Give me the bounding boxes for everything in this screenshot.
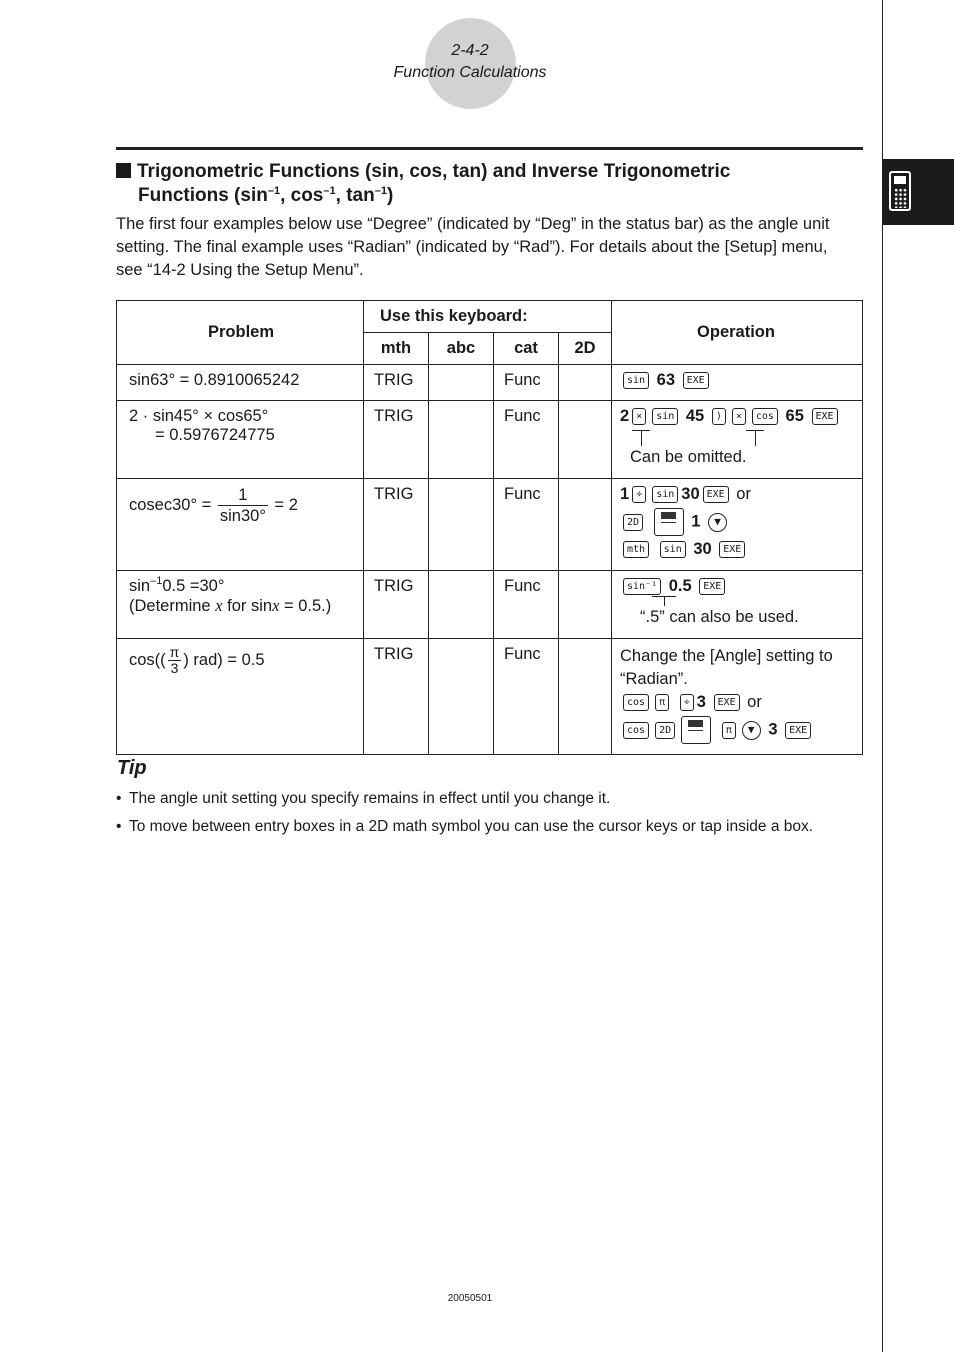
sin-key: sin (623, 372, 649, 389)
2d-key: 2D (623, 514, 643, 531)
multiply-key: × (732, 408, 746, 425)
fraction-template-key (654, 508, 684, 536)
square-bullet-icon (116, 163, 131, 178)
abc-cell (429, 571, 494, 639)
problem-cell: 2 · sin45° × cos65° = 0.5976724775 (117, 401, 364, 479)
2d-cell (559, 639, 612, 755)
fraction: $\frac{\pi}{3}$ (169, 644, 180, 676)
alt-input-note: “.5” can also be used. (640, 608, 799, 626)
mth-key: mth (623, 541, 649, 558)
mth-cell: TRIG (364, 479, 429, 571)
exe-key: EXE (683, 372, 709, 389)
header-abc: abc (429, 333, 494, 365)
abc-cell (429, 639, 494, 755)
header-operation: Operation (612, 301, 863, 365)
page-number: 2-4-2 (451, 42, 489, 59)
operation-cell: sin⁻¹ 0.5 EXE “.5” can also be used. (612, 571, 863, 639)
cat-cell: Func (494, 479, 559, 571)
table-row (117, 571, 863, 639)
fraction-template-key (681, 716, 711, 744)
mth-cell: TRIG (364, 365, 429, 401)
omit-marker (755, 430, 756, 446)
calculator-icon (889, 171, 911, 211)
cos-key: cos (623, 722, 649, 739)
problem-cell: cos(( $\frac{\pi}{3}$ ) rad) = 0.5 (117, 639, 364, 755)
arcsin-key: sin⁻¹ (623, 578, 661, 595)
exe-key: EXE (714, 694, 740, 711)
table-row (117, 479, 863, 571)
abc-cell (429, 401, 494, 479)
mth-cell: TRIG (364, 401, 429, 479)
cos-key: cos (623, 694, 649, 711)
example-table (116, 300, 863, 755)
table-row (117, 401, 863, 479)
table-row (117, 365, 863, 401)
divide-key: ÷ (680, 694, 694, 711)
exe-key: EXE (699, 578, 725, 595)
mth-cell: TRIG (364, 639, 429, 755)
sin-key: sin (660, 541, 686, 558)
close-paren-key: ) (712, 408, 726, 425)
omit-note: Can be omitted. (630, 448, 747, 466)
tip-list (116, 788, 856, 844)
cos-key: cos (752, 408, 778, 425)
sin-key: sin (652, 408, 678, 425)
operation-cell: Change the [Angle] setting to “Radian”. cos π ÷ 3 EXE or cos 2D π ▼ 3 EXE (612, 639, 863, 755)
cat-cell: Func (494, 401, 559, 479)
pi-key: π (655, 694, 669, 711)
abc-cell (429, 365, 494, 401)
omit-marker (641, 430, 642, 446)
fraction: $\frac{1}{\sin 30^\circ}$ (219, 486, 266, 525)
operation-cell: sin 63 EXE (612, 365, 863, 401)
problem-cell: cosec30° = $\frac{1}{\sin 30^\circ}$ = 2 (117, 479, 364, 571)
section-title: Trigonometric Functions (sin, cos, tan) and Inverse Trigonometric Functions ($\sin^{-1}$, $\cos^{-1}$, $\tan^{-1}$) (116, 160, 856, 208)
2d-key: 2D (655, 722, 675, 739)
chapter-tab (883, 159, 954, 225)
divide-key: ÷ (632, 486, 646, 503)
section-divider (116, 147, 863, 150)
header-problem: Problem (117, 301, 364, 365)
2d-cell (559, 401, 612, 479)
header-2d: 2D (559, 333, 612, 365)
cat-cell: Func (494, 639, 559, 755)
exe-key: EXE (719, 541, 745, 558)
operation-cell: 1 ÷ sin 30 EXE or 2D 1 ▼ mth sin 30 EXE (612, 479, 863, 571)
exe-key: EXE (703, 486, 729, 503)
header-mth: mth (364, 333, 429, 365)
2d-cell (559, 571, 612, 639)
tip-item: • To move between entry boxes in a 2D math symbol you can use the cursor keys or tap inside a box. (116, 816, 856, 837)
multiply-key: × (632, 408, 646, 425)
cat-cell: Func (494, 571, 559, 639)
chapter-title: Function Calculations (393, 64, 547, 81)
problem-cell: sin63° = 0.8910065242 (117, 365, 364, 401)
down-arrow-key: ▼ (708, 513, 727, 532)
2d-cell (559, 479, 612, 571)
abc-cell (429, 479, 494, 571)
pi-key: π (722, 722, 736, 739)
mth-cell: TRIG (364, 571, 429, 639)
table-row (117, 639, 863, 755)
operation-cell: 2 × sin 45 ) × cos 65 EXE Can be omitted. (612, 401, 863, 479)
header-keyboard: Use this keyboard: (364, 301, 612, 333)
header-cat: cat (494, 333, 559, 365)
tip-item: • The angle unit setting you specify remains in effect until you change it. (116, 788, 856, 809)
problem-cell: $\sin^{-1}0.5 =30^\circ$ (Determine x for sinx = 0.5.) (117, 571, 364, 639)
exe-key: EXE (812, 408, 838, 425)
footer-code: 20050501 (447, 1293, 493, 1304)
intro-paragraph: The first four examples below use “Degree” (indicated by “Deg” in the status bar) as the angle unit setting. The final example uses “Radian” (indicated by “Rad”). For details about the [Setup] menu, see “14-2 Using the Setup Menu”. (116, 215, 830, 279)
down-arrow-key: ▼ (742, 721, 761, 740)
cat-cell: Func (494, 365, 559, 401)
sin-key: sin (652, 486, 678, 503)
exe-key: EXE (785, 722, 811, 739)
2d-cell (559, 365, 612, 401)
tip-heading: Tip (117, 757, 147, 779)
